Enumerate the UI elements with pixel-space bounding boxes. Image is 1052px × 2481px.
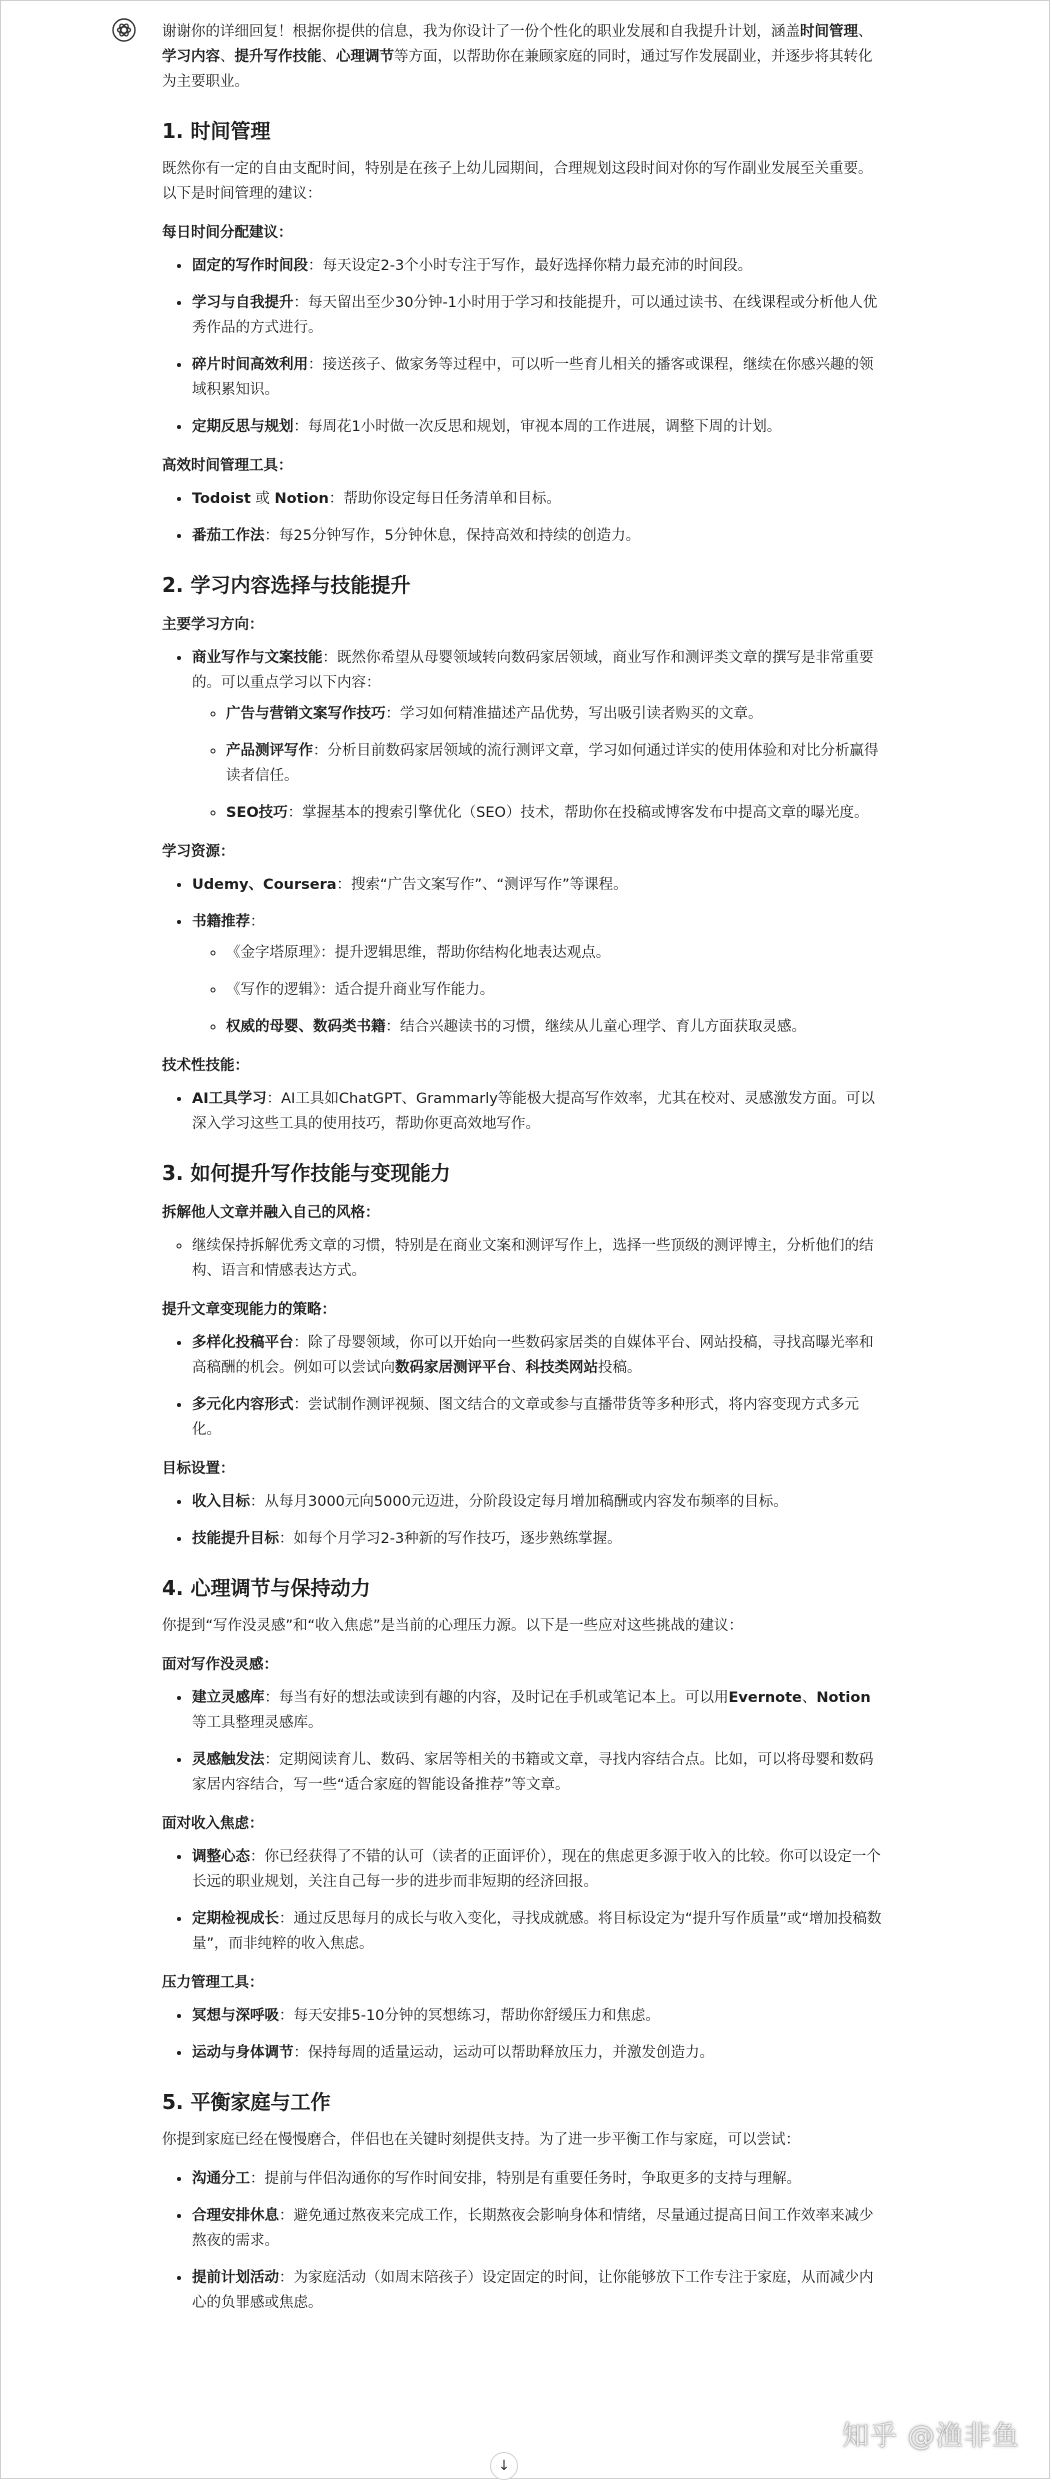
intro-paragraph: 谢谢你的详细回复！根据你提供的信息，我为你设计了一份个性化的职业发展和自我提升计划，涵盖时间管理、学习内容、提升写作技能、心理调节等方面，以帮助你在兼顾家庭的同时，通过写作发展副业，并逐步将其转化为主要职业。 [162,24,873,90]
bullet-list [162,1845,882,1957]
section-paragraph: 你提到家庭已经在慢慢磨合，伴侣也在关键时刻提供支持。为了进一步平衡工作与家庭，可以尝试： [162,2132,800,2148]
arrow-down-icon: ↓ [498,2458,510,2474]
list-item: • 定期反思与规划：每周花1小时做一次反思和规划，审视本周的工作进展，调整下周的计划。 [192,415,882,440]
list-item: • 学习与自我提升：每天留出至少30分钟-1小时用于学习和技能提升，可以通过读书、在线课程或分析他人优秀作品的方式进行。 [192,291,882,341]
nested-bullet-list [192,941,882,1040]
section-heading: 5. 平衡家庭与工作 [162,2090,331,2114]
nested-bullet-list [192,702,882,826]
list-item: ◦ 《写作的逻辑》：适合提升商业写作能力。 [226,978,882,1003]
list-item: • 沟通分工：提前与伴侣沟通你的写作时间安排，特别是有重要任务时，争取更多的支持与理解。 [192,2167,882,2192]
list-item: • 提前计划活动：为家庭活动（如周末陪孩子）设定固定的时间，让你能够放下工作专注于家庭，从而减少内心的负罪感或焦虑。 [192,2266,882,2316]
list-item: • 调整心态：你已经获得了不错的认可（读者的正面评价），现在的焦虑更多源于收入的比较。你可以设定一个长远的职业规划，关注自己每一步的进步而非短期的经济回报。 [192,1845,882,1895]
section-heading: 1. 时间管理 [162,119,271,143]
subsection-label: 学习资源： [162,844,235,860]
subsection-label: 高效时间管理工具： [162,458,293,474]
list-item: • 书籍推荐： ◦ 《金字塔原理》：提升逻辑思维，帮助你结构化地表达观点。 ◦ 《写作的逻辑》：适合提升商业写作能力。 ◦ 权威的母婴、数码类书籍：结合兴趣读书的习惯，继续从儿童心理学、育儿方面获取灵感。 [192,910,882,1040]
bullet-list [162,873,882,1040]
scroll-down-button[interactable] [490,2452,518,2480]
chatgpt-logo-icon [112,18,136,42]
bullet-list [162,2004,882,2066]
list-item: ◦ 广告与营销文案写作技巧：学习如何精准描述产品优势，写出吸引读者购买的文章。 [226,702,882,727]
subsection-label: 面对写作没灵感： [162,1657,278,1673]
subsection-label: 每日时间分配建议： [162,225,293,241]
subsection-label: 提升文章变现能力的策略： [162,1302,336,1318]
subsection-label: 拆解他人文章并融入自己的风格： [162,1205,380,1221]
list-item: • 建立灵感库：每当有好的想法或读到有趣的内容，及时记在手机或笔记本上。可以用Evernote、Notion等工具整理灵感库。 [192,1686,882,1736]
list-item: • 多元化内容形式：尝试制作测评视频、图文结合的文章或参与直播带货等多种形式，将内容变现方式多元化。 [192,1393,882,1443]
section-paragraph: 你提到“写作没灵感”和“收入焦虑”是当前的心理压力源。以下是一些应对这些挑战的建议： [162,1618,744,1634]
list-item: ◦ 权威的母婴、数码类书籍：结合兴趣读书的习惯，继续从儿童心理学、育儿方面获取灵感。 [226,1015,882,1040]
bullet-list [162,1331,882,1443]
list-item: • 番茄工作法：每25分钟写作，5分钟休息，保持高效和持续的创造力。 [192,524,882,549]
bullet-list [162,646,882,826]
list-item: • Todoist 或 Notion：帮助你设定每日任务清单和目标。 [192,487,882,512]
list-item: • 商业写作与文案技能：既然你希望从母婴领域转向数码家居领域，商业写作和测评类文章的撰写是非常重要的。可以重点学习以下内容： ◦ 广告与营销文案写作技巧：学习如何精准描述产品优势，写出吸引读者购买的文章。 ◦ 产品测评写作：分析目前数码家居领域的流行测评文章，学习如何通过详实的使用体验和对比分析赢得读者信任。 ◦ SEO技巧：掌握基本的搜索引擎优化（SEO）技术，帮助你在投稿或博客发布中提高文章的曝光度。 [192,646,882,826]
bullet-list [162,1686,882,1798]
list-item: ◦ 《金字塔原理》：提升逻辑思维，帮助你结构化地表达观点。 [226,941,882,966]
list-item: • 定期检视成长：通过反思每月的成长与收入变化，寻找成就感。将目标设定为“提升写作质量”或“增加投稿数量”，而非纯粹的收入焦虑。 [192,1907,882,1957]
section-heading: 3. 如何提升写作技能与变现能力 [162,1161,451,1185]
assistant-message [162,14,882,2328]
list-item: • 收入目标：从每月3000元向5000元迈进，分阶段设定每月增加稿酬或内容发布频率的目标。 [192,1490,882,1515]
bullet-list [162,1087,882,1137]
list-item: ◦ 产品测评写作：分析目前数码家居领域的流行测评文章，学习如何通过详实的使用体验和对比分析赢得读者信任。 [226,739,882,789]
list-item: • 多样化投稿平台：除了母婴领域，你可以开始向一些数码家居类的自媒体平台、网站投稿，寻找高曝光率和高稿酬的机会。例如可以尝试向数码家居测评平台、科技类网站投稿。 [192,1331,882,1381]
list-item: • 合理安排休息：避免通过熬夜来完成工作，长期熬夜会影响身体和情绪，尽量通过提高日间工作效率来减少熬夜的需求。 [192,2204,882,2254]
section-paragraph: 既然你有一定的自由支配时间，特别是在孩子上幼儿园期间，合理规划这段时间对你的写作副业发展至关重要。以下是时间管理的建议： [162,161,873,202]
list-item: ◦ 继续保持拆解优秀文章的习惯，特别是在商业文案和测评写作上，选择一些顶级的测评博主，分析他们的结构、语言和情感表达方式。 [192,1234,882,1284]
subsection-label: 主要学习方向： [162,617,264,633]
list-item: • 碎片时间高效利用：接送孩子、做家务等过程中，可以听一些育儿相关的播客或课程，继续在你感兴趣的领域积累知识。 [192,353,882,403]
section-heading: 4. 心理调节与保持动力 [162,1576,371,1600]
list-item: ◦ SEO技巧：掌握基本的搜索引擎优化（SEO）技术，帮助你在投稿或博客发布中提高文章的曝光度。 [226,801,882,826]
bullet-list [162,254,882,440]
list-item: • Udemy、Coursera：搜索“广告文案写作”、“测评写作”等课程。 [192,873,882,898]
subsection-label: 面对收入焦虑： [162,1816,264,1832]
subsection-label: 技术性技能： [162,1058,249,1074]
list-item: • 冥想与深呼吸：每天安排5-10分钟的冥想练习，帮助你舒缓压力和焦虑。 [192,2004,882,2029]
list-item: • 技能提升目标：如每个月学习2-3种新的写作技巧，逐步熟练掌握。 [192,1527,882,1552]
bullet-list [162,487,882,549]
list-item: • AI工具学习：AI工具如ChatGPT、Grammarly等能极大提高写作效率，尤其在校对、灵感激发方面。可以深入学习这些工具的使用技巧，帮助你更高效地写作。 [192,1087,882,1137]
list-item: • 运动与身体调节：保持每周的适量运动，运动可以帮助释放压力，并激发创造力。 [192,2041,882,2066]
list-item: • 固定的写作时间段：每天设定2-3个小时专注于写作，最好选择你精力最充沛的时间段。 [192,254,882,279]
subsection-label: 目标设置： [162,1461,235,1477]
bullet-list [162,2167,882,2316]
bullet-list [162,1234,882,1284]
section-heading: 2. 学习内容选择与技能提升 [162,573,411,597]
subsection-label: 压力管理工具： [162,1975,264,1991]
list-item: • 灵感触发法：定期阅读育儿、数码、家居等相关的书籍或文章，寻找内容结合点。比如，可以将母婴和数码家居内容结合，写一些“适合家庭的智能设备推荐”等文章。 [192,1748,882,1798]
bullet-list [162,1490,882,1552]
zhihu-watermark: 知乎 @渔非鱼 [842,2421,1020,2452]
